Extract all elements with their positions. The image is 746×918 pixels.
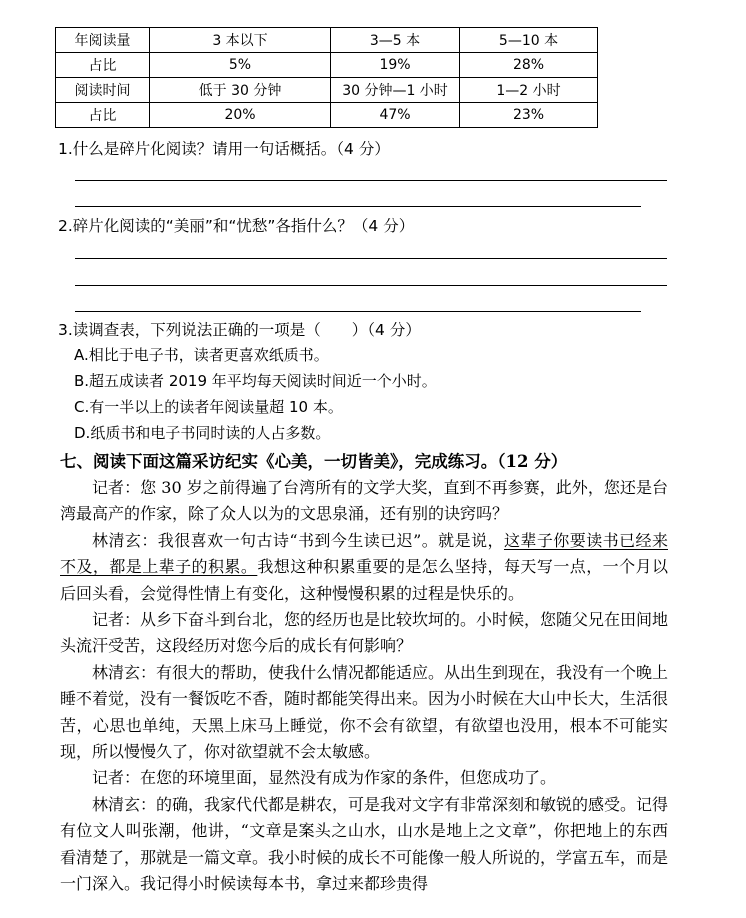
answer-line[interactable] <box>75 311 641 312</box>
option-b[interactable]: B.超五成读者 2019 年平均每天阅读时间近一个小时。 <box>74 372 437 390</box>
answer-line[interactable] <box>75 285 667 286</box>
paragraph: 记者：在您的环境里面，显然没有成为作家的条件，但您成功了。 <box>92 768 557 788</box>
table-cell: 1—2 小时 <box>460 78 598 103</box>
paragraph-text: 我想这种积累重要的是怎么坚持，每天写一点，一个月以后回头看，会觉得性情上有变化，这种慢慢积累的过程是快乐的。 <box>60 557 668 603</box>
reading-passage <box>60 475 668 898</box>
table-cell: 23% <box>460 103 598 128</box>
answer-line[interactable] <box>75 258 667 259</box>
section-title: 七、阅读下面这篇采访纪实《心美，一切皆美》，完成练习。（12 分） <box>60 452 568 471</box>
paragraph: 林清玄：的确，我家代代都是耕农，可是我对文字有非常深刻和敏锐的感受。记得有位文人叫张潮，他讲，“文章是案头之山水，山水是地上之文章”，你把地上的东西看清楚了，那就是一篇文章。我小时候的成长不可能像一般人所说的，学富五车，而是一门深入。我记得小时候读每本书，拿过来都珍贵得 <box>60 794 669 894</box>
paragraph: 记者：从乡下奋斗到台北，您的经历也是比较坎坷的。小时候，您随父兄在田间地头流汗受苦，这段经历对您今后的成长有何影响？ <box>60 610 669 656</box>
answer-line[interactable] <box>75 180 667 181</box>
paragraph: 记者：您 30 岁之前得遍了台湾所有的文学大奖，直到不再参赛，此外，您还是台湾最高产的作家，除了众人以为的文思泉涌，还有别的诀窍吗？ <box>60 478 668 524</box>
table-cell: 3 本以下 <box>150 28 331 53</box>
table-cell: 占比 <box>56 53 150 78</box>
table-cell: 28% <box>460 53 598 78</box>
table-row <box>56 103 598 128</box>
table-row <box>56 53 598 78</box>
table-row <box>56 28 598 53</box>
table-cell: 19% <box>331 53 460 78</box>
table-cell: 30 分钟—1 小时 <box>331 78 460 103</box>
table-cell: 3—5 本 <box>331 28 460 53</box>
table-cell: 年阅读量 <box>56 28 150 53</box>
question-3: 3.读调查表，下列说法正确的一项是（ ）（4 分） <box>58 321 421 339</box>
question-2: 2.碎片化阅读的“美丽”和“忧愁”各指什么？（4 分） <box>58 217 415 235</box>
underlined-sentence: 这辈子你要读书已经来不及，都是上辈子的积累。 <box>60 530 668 577</box>
answer-line[interactable] <box>75 206 641 207</box>
reading-survey-table <box>55 27 598 128</box>
table-cell: 5% <box>150 53 331 78</box>
option-a[interactable]: A.相比于电子书，读者更喜欢纸质书。 <box>74 346 329 364</box>
table-cell: 20% <box>150 103 331 128</box>
table-cell: 低于 30 分钟 <box>150 78 331 103</box>
table-cell: 5—10 本 <box>460 28 598 53</box>
option-c[interactable]: C.有一半以上的读者年阅读量超 10 本。 <box>74 398 343 416</box>
table-row <box>56 78 598 103</box>
table-cell: 47% <box>331 103 460 128</box>
question-1: 1.什么是碎片化阅读？请用一句话概括。（4 分） <box>58 140 390 158</box>
table-cell: 阅读时间 <box>56 78 150 103</box>
paragraph: 林清玄：有很大的帮助，使我什么情况都能适应。从出生到现在，我没有一个晚上睡不着觉，没有一餐饭吃不香，随时都能笑得出来。因为小时候在大山中长大，生活很苦，心思也单纯，天黑上床马上睡觉，你不会有欲望，有欲望也没用，根本不可能实现，所以慢慢久了，你对欲望就不会太敏感。 <box>60 662 669 762</box>
paragraph-text: 林清玄：我很喜欢一句古诗“书到今生读已迟”。就是说， <box>92 530 504 550</box>
option-d[interactable]: D.纸质书和电子书同时读的人占多数。 <box>74 424 331 442</box>
paragraph <box>60 528 668 607</box>
table-cell: 占比 <box>56 103 150 128</box>
